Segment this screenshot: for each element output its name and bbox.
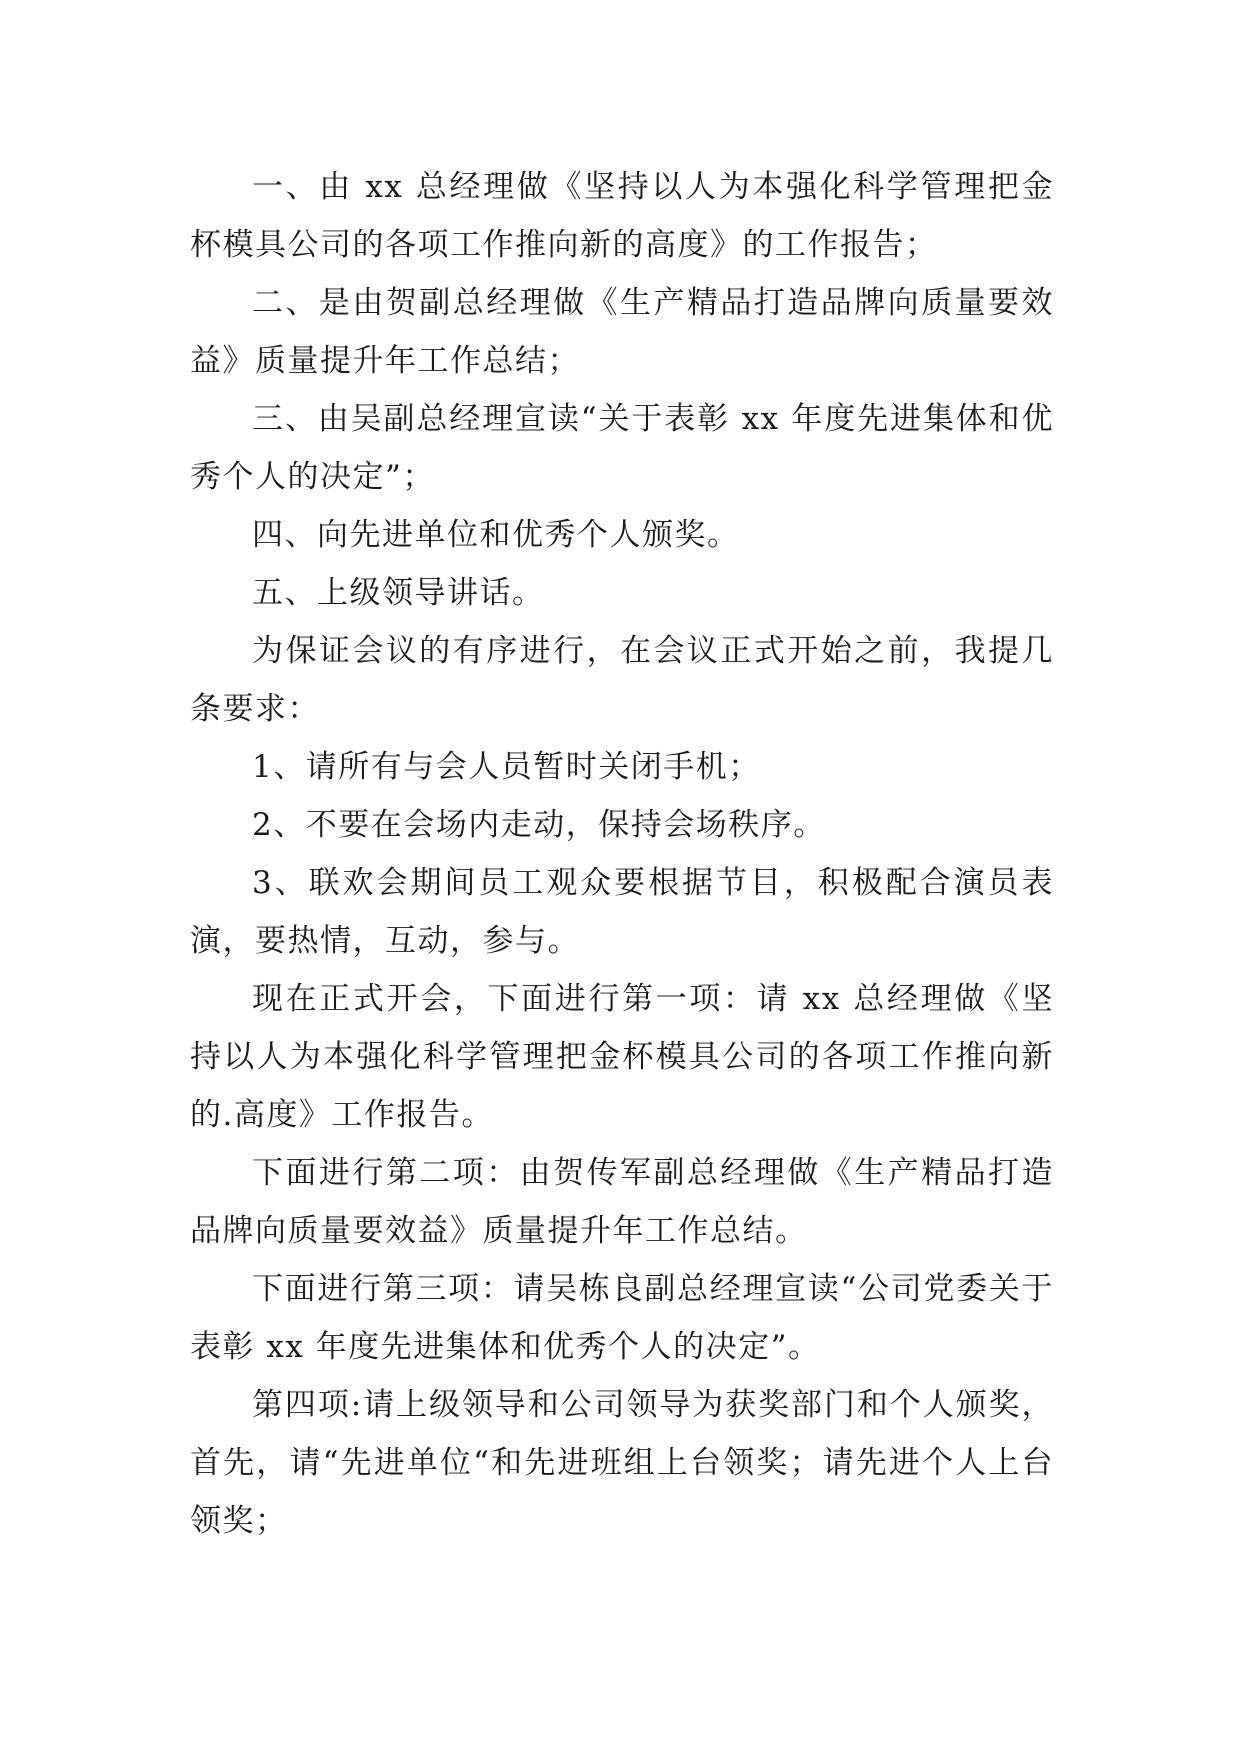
requirement-1: 1、请所有与会人员暂时关闭手机；	[252, 749, 761, 785]
agenda-item-5: 五、上级领导讲话。	[252, 575, 545, 611]
agenda-item-2: 二、是由贺副总经理做《生产精品打造品牌向质量要效益》质量提升年工作总结；	[190, 285, 1054, 379]
agenda-item-1: 一、由 xx 总经理做《坚持以人为本强化科学管理把金杯模具公司的各项工作推向新的高度》的工作报告；	[190, 169, 1054, 263]
meeting-item-4: 第四项:请上级领导和公司领导为获奖部门和个人颁奖，首先，请“先进单位“和先进班组上台领奖；请先进个人上台领奖；	[190, 1387, 1054, 1539]
meeting-item-2: 下面进行第二项：由贺传军副总经理做《生产精品打造品牌向质量要效益》质量提升年工作总结。	[190, 1155, 1054, 1249]
meeting-item-1: 现在正式开会，下面进行第一项：请 xx 总经理做《坚持以人为本强化科学管理把金杯模具公司的各项工作推向新的.高度》工作报告。	[190, 981, 1054, 1133]
document-body	[190, 158, 1054, 1550]
requirement-2: 2、不要在会场内走动，保持会场秩序。	[252, 807, 826, 843]
meeting-item-3: 下面进行第三项：请吴栋良副总经理宣读“公司党委关于表彰 xx 年度先进集体和优秀个人的决定”。	[190, 1271, 1054, 1365]
agenda-item-4: 四、向先进单位和优秀个人颁奖。	[252, 517, 740, 553]
requirement-3: 3、联欢会期间员工观众要根据节目，积极配合演员表演，要热情，互动，参与。	[190, 865, 1054, 959]
requirements-intro: 为保证会议的有序进行，在会议正式开始之前，我提几条要求：	[190, 633, 1054, 727]
agenda-item-3: 三、由吴副总经理宣读“关于表彰 xx 年度先进集体和优秀个人的决定”；	[190, 401, 1054, 495]
